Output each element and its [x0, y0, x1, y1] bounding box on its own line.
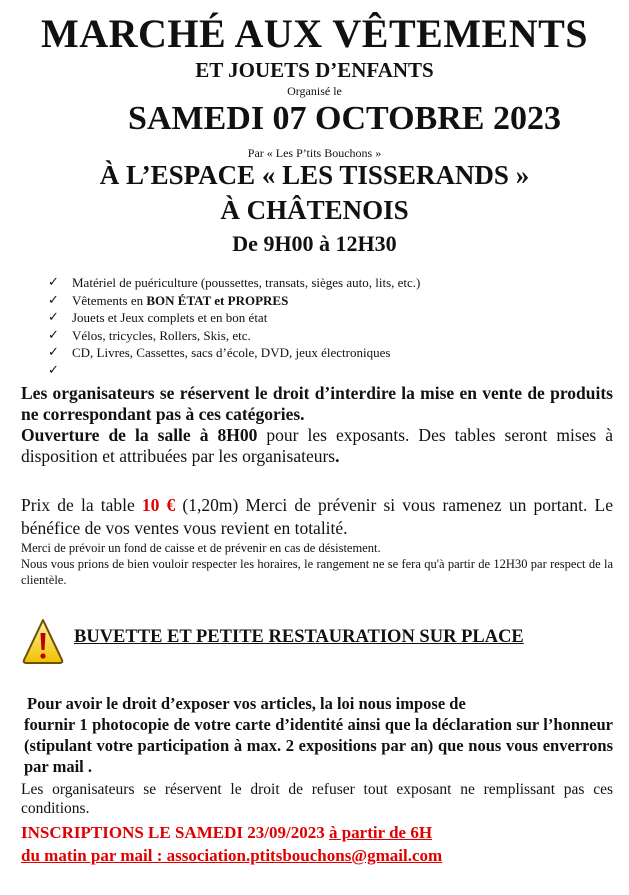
event-date: SAMEDI 07 OCTOBRE 2023	[128, 100, 561, 137]
page-title: MARCHÉ AUX VÊTEMENTS	[40, 11, 589, 56]
list-item: ✓ Matériel de puériculture (poussettes, transats, sièges auto, lits, etc.)	[48, 275, 421, 290]
requirements-paragraph	[21, 693, 613, 777]
refuse-paragraph: Les organisateurs se réservent le droit de refuser tout exposant ne remplissant pas ces conditions.	[21, 781, 613, 817]
list-item: ✓ Vélos, tricycles, Rollers, Skis, etc.	[48, 327, 251, 343]
organiser-label: Par « Les P’tits Bouchons »	[247, 146, 382, 160]
check-icon: ✓	[48, 275, 59, 290]
warning-icon	[22, 617, 64, 665]
requirements-line-1: Pour avoir le droit d’exposer vos articles, la loi nous impose de	[27, 694, 466, 713]
list-item: ✓ Jouets et Jeux complets et en bon état	[48, 310, 268, 325]
price-note-2: Nous vous prions de bien vouloir respecter les horaires, le rangement ne se fera qu'à partir de 12H30 par respect de la clientèle.	[21, 557, 613, 587]
inscriptions-block	[21, 821, 442, 867]
check-icon: ✓	[48, 292, 59, 308]
venue-line: À L’ESPACE « LES TISSERANDS »	[99, 160, 530, 190]
accepted-items-list	[48, 274, 420, 379]
check-icon: ✓	[48, 310, 59, 325]
table-price: 10 €	[141, 495, 176, 515]
list-item: ✓ Vêtements en BON ÉTAT et PROPRES	[48, 292, 289, 308]
price-paragraph: Prix de la table 10 € (1,20m) Merci de prévenir si vous ramenez un portant. Le bénéfice de vos ventes vous revient en totalité. Merci de prévoir un fond de caisse et de prévenir en cas de désistement. Nous vous prions de bien vouloir respecter les horaires, le rangement ne se fera qu'à partir de 12H30 par respect de la clientèle.	[21, 495, 614, 587]
organised-label: Organisé le	[287, 84, 342, 98]
buvette-heading: BUVETTE ET PETITE RESTAURATION SUR PLACE	[74, 627, 524, 647]
list-item: ✓ CD, Livres, Cassettes, sacs d’école, DVD, jeux électroniques	[48, 345, 391, 360]
check-icon: ✓	[48, 362, 59, 378]
inscriptions-email[interactable]: du matin par mail : association.ptitsbouchons@gmail.com	[21, 846, 443, 865]
list-item	[48, 362, 420, 380]
event-hours: De 9H00 à 12H30	[232, 231, 397, 256]
check-icon: ✓	[48, 345, 59, 360]
inscriptions-time: à partir de 6H	[328, 823, 433, 842]
requirements-line-2: fournir 1 photocopie de votre carte d’identité ainsi que la déclaration sur l’honneur (stipulant votre participation à max. 2 expositions par an) que nous vous enverrons par mail .	[24, 715, 613, 776]
reserve-text: Les organisateurs se réservent le droit d’interdire la mise en vente de produits ne correspondant pas à ces catégories.	[21, 383, 613, 424]
inscriptions-date: INSCRIPTIONS LE SAMEDI 23/09/2023	[21, 823, 325, 842]
town-line: À CHÂTENOIS	[220, 195, 409, 225]
opening-text: pour les exposants. Des tables seront mises à disposition et attribuées par les organisateurs	[21, 425, 614, 466]
price-note-1: Merci de prévoir un fond de caisse et de prévenir en cas de désistement.	[21, 541, 381, 555]
page-subtitle: ET JOUETS D’ENFANTS	[195, 58, 434, 82]
opening-bold: Ouverture de la salle à 8H00	[21, 425, 258, 445]
rules-paragraph: Les organisateurs se réservent le droit d’interdire la mise en vente de produits ne correspondant pas à ces catégories. Ouverture de la salle à 8H00 pour les exposants. Des tables seront mises à disposition et attribuées par les organisateurs.	[21, 383, 614, 466]
check-icon: ✓	[48, 327, 59, 343]
